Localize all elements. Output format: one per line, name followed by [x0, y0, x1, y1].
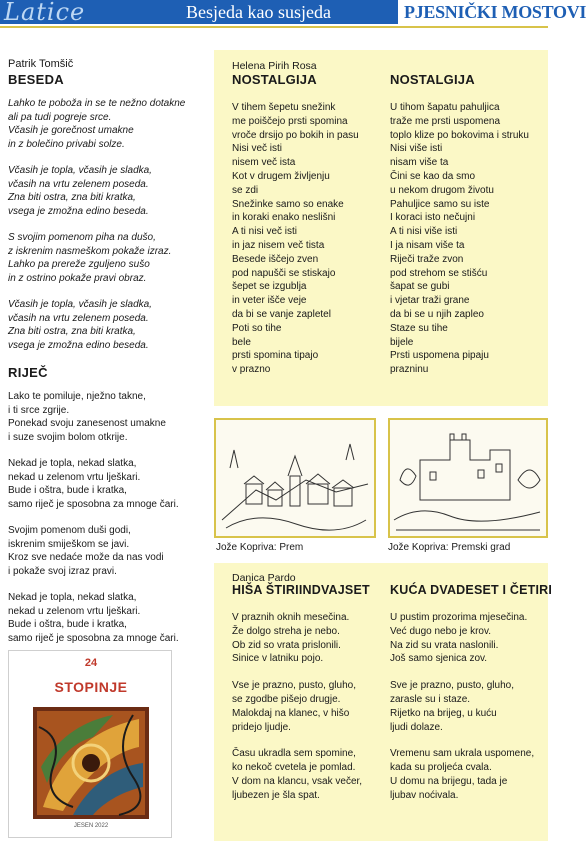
verse-line: Že dolgo streha je nebo.: [232, 625, 340, 637]
left-column: [8, 58, 204, 658]
verse-line: A ti nisi več isti: [232, 226, 298, 238]
verse-line: se zgodbe pišejo drugje.: [232, 693, 341, 705]
cover-date: JESEN 2022: [73, 823, 109, 829]
verse-line: zarasle su i staze.: [390, 693, 471, 705]
brand-logo: Latice: [4, 0, 86, 26]
stanza: [390, 679, 548, 734]
verse-line: i suze svojim bolom otkrije.: [8, 431, 128, 443]
poem-panel-bottom: [214, 563, 553, 841]
verse-line: Ob zid so vrata prislonili.: [232, 639, 341, 651]
poem-body-hisa: [232, 611, 390, 803]
verse-line: samo riječ je sposobna za mnoge čari.: [8, 498, 179, 510]
poem-title-kuca: KUĆA DVADESET I ČETIRI: [390, 583, 553, 597]
verse-line: Nekad je topla, nekad slatka,: [8, 458, 137, 469]
verse-line: Lahko pa prereže zguljeno sušo: [8, 259, 150, 270]
verse-line: iskrenim smiješkom se javi.: [8, 538, 130, 550]
verse-line: Na zid su vrata naslonili.: [390, 639, 499, 651]
verse-line: Prsti uspomena pipaju: [390, 350, 489, 362]
verse-line: da bi se vanje zapletel: [232, 308, 331, 320]
verse-line: Bude i oštra, bude i kratka,: [8, 619, 127, 630]
poem-title-beseda: BESEDA: [8, 72, 64, 87]
verse-line: Včasih je topla, včasih je sladka,: [8, 165, 152, 176]
verse-line: u nekom drugom životu: [390, 184, 494, 196]
verse-line: V tihem šepetu snežink: [232, 102, 336, 113]
verse-line: Svojim pomenom duši godi,: [8, 525, 131, 536]
stanza: [8, 298, 204, 352]
rubric-title: PJESNIČKI MOSTOVI: [404, 2, 586, 22]
caption-premski-grad: Jože Kopriva: Premski grad: [388, 542, 511, 553]
poem-title-hisa: HIŠA ŠTIRIINDVAJSET: [232, 583, 370, 597]
verse-line: Besede iščejo zven: [232, 253, 319, 265]
stanza: [8, 591, 204, 645]
verse-line: U pustim prozorima mjesečina.: [390, 612, 528, 623]
verse-line: Nisi več isti: [232, 143, 283, 155]
verse-line: Včasih je topla, včasih je sladka,: [8, 299, 152, 310]
verse-line: šapat se gubi: [390, 281, 450, 293]
verse-line: Malokdaj na klanec, v hišo: [232, 707, 350, 719]
header-bar: [0, 0, 586, 26]
poem-body-kuca: [390, 611, 548, 803]
drawing-prem: [214, 418, 376, 538]
verse-line: Kroz sve nedaće može da nas vodi: [8, 552, 164, 563]
verse-line: ljubav noćivala.: [390, 789, 459, 801]
verse-line: Zna biti ostra, zna biti kratka,: [8, 326, 136, 337]
verse-line: nisam više ta: [390, 157, 449, 169]
verse-line: Još samo sjenica zov.: [390, 653, 488, 665]
verse-line: ljudi dolaze.: [390, 721, 443, 733]
book-title: STOPINJE: [54, 679, 128, 695]
sketch-village: [216, 420, 374, 536]
poem-beseda: [8, 97, 204, 352]
book-cover: [8, 650, 172, 838]
header-divider: [0, 26, 548, 28]
verse-line: Sinice v latniku pojo.: [232, 653, 324, 665]
verse-line: pod strehom se stišću: [390, 267, 488, 279]
poem-title-nostalgija-hr: NOSTALGIJA: [390, 72, 475, 87]
verse-line: Nisi više isti: [390, 143, 443, 155]
verse-line: z iskrenim nasmeškom pokaže izraz.: [8, 245, 172, 257]
poem-title-rijec: RIJEČ: [8, 365, 48, 380]
brand-block: [0, 0, 180, 24]
verse-line: kada su proljeća cvala.: [390, 762, 492, 774]
stanza: [8, 457, 204, 511]
drawing-premski-grad: [388, 418, 548, 538]
poem-panel-top: [214, 50, 548, 406]
verse-line: včasih na vrtu zelenem poseda.: [8, 312, 149, 324]
verse-line: Već dugo nebo je krov.: [390, 625, 491, 637]
verse-line: včasih na vrtu zelenem poseda.: [8, 178, 149, 190]
author-name-helena: Helena Pirih Rosa: [232, 60, 317, 72]
verse-line: šepet se izgublja: [232, 281, 307, 293]
verse-line: prazninu: [390, 364, 429, 376]
verse-line: vsega je zmožna edino beseda.: [8, 339, 149, 351]
verse-line: S svojim pomenom piha na dušo,: [8, 232, 156, 243]
verse-line: Lahko te poboža in se te nežno dotakne: [8, 98, 186, 109]
verse-line: Bude i oštra, bude i kratka,: [8, 485, 127, 496]
verse-line: Snežinke samo so enake: [232, 198, 344, 210]
verse-line: da bi se u njih zapleo: [390, 308, 484, 320]
verse-line: nekad u zelenom vrtu lješkari.: [8, 605, 141, 617]
verse-line: V praznih oknih mesečina.: [232, 612, 350, 623]
verse-line: i pokaže svoj izraz pravi.: [8, 565, 117, 577]
stanza: [8, 524, 204, 578]
verse-line: Nekad je topla, nekad slatka,: [8, 592, 137, 603]
verse-line: Čini se kao da smo: [390, 170, 476, 182]
verse-line: Času ukradla sem spomine,: [232, 748, 356, 760]
issue-number: 24: [84, 657, 98, 669]
hisa-poem: [232, 583, 390, 816]
verse-line: ali pa tudi pogreje srce.: [8, 111, 112, 123]
kuca-poem: [390, 583, 553, 816]
verse-line: Zna biti ostra, zna biti kratka,: [8, 192, 136, 203]
verse-line: in jaz nisem več tista: [232, 239, 325, 251]
verse-line: Sve je prazno, pusto, gluho,: [390, 680, 514, 692]
poem-rijec: [8, 390, 204, 645]
verse-line: bijele: [390, 336, 414, 348]
verse-line: I koraci isto nečujni: [390, 212, 476, 224]
rubric-block: [398, 0, 586, 24]
verse-line: Vremenu sam ukrala uspomene,: [390, 748, 535, 760]
stanza: [232, 611, 390, 666]
verse-line: me poiščejo prsti spomina: [232, 115, 348, 127]
verse-line: Vse je prazno, pusto, gluho,: [232, 680, 356, 692]
verse-line: Riječi traže zvon: [390, 253, 464, 265]
poem-body-nostalgija-hr: [390, 101, 548, 377]
verse-line: U tihom šapatu pahuljica: [390, 102, 500, 113]
nostalgija-croatian: [390, 72, 548, 377]
verse-line: ko nekoč cvetela je pomlad.: [232, 762, 356, 774]
verse-line: prsti spomina tipajo: [232, 350, 319, 362]
verse-line: traže me prsti uspomena: [390, 115, 501, 127]
verse-line: i ti srce zgrije.: [8, 404, 70, 416]
author-name: Patrik Tomšič: [8, 58, 74, 70]
verse-line: U domu na brijegu, tada je: [390, 775, 508, 787]
section-block: [180, 0, 398, 24]
verse-line: A ti nisi više isti: [390, 226, 458, 238]
verse-line: in z ostrino pokaže pravi obraz.: [8, 272, 147, 284]
verse-line: Staze su tihe: [390, 322, 448, 334]
sketch-castle: [390, 420, 546, 536]
verse-line: toplo klize po bokovima i struku: [390, 129, 529, 141]
verse-line: se zdi: [232, 184, 259, 196]
verse-line: nekad u zelenom vrtu lješkari.: [8, 471, 141, 483]
stanza: [232, 747, 390, 802]
verse-line: Včasih je gorečnost umakne: [8, 125, 134, 136]
verse-line: Poti so tihe: [232, 322, 282, 334]
poem-body-nostalgija-sl: [232, 101, 390, 377]
poem-title-nostalgija-sl: NOSTALGIJA: [232, 72, 317, 87]
stanza: [8, 164, 204, 218]
verse-line: i vjetar traži grane: [390, 295, 470, 307]
stanza: [8, 390, 204, 444]
caption-prem: Jože Kopriva: Prem: [216, 542, 304, 553]
stanza: [390, 611, 548, 666]
stanza: [8, 97, 204, 151]
verse-line: Rijetko na brijeg, u kuću: [390, 707, 497, 719]
verse-line: Lako te pomiluje, nježno takne,: [8, 391, 146, 402]
verse-line: V dom na klancu, vsak večer,: [232, 775, 363, 787]
verse-line: nisem več ista: [232, 157, 296, 169]
verse-line: I ja nisam više ta: [390, 239, 465, 251]
verse-line: vroče drsijo po bokih in pasu: [232, 129, 359, 141]
verse-line: Ponekad svoju zanesenost umakne: [8, 418, 166, 429]
stanza: [8, 231, 204, 285]
verse-line: in veter išče veje: [232, 295, 307, 307]
cover-artwork: [33, 707, 149, 819]
nostalgija-slovene: [232, 72, 390, 377]
verse-line: Kot v drugem življenju: [232, 170, 330, 182]
verse-line: bele: [232, 336, 251, 348]
verse-line: in koraki enako neslišni: [232, 212, 336, 224]
verse-line: Pahuljice samo su iste: [390, 198, 490, 210]
author-name-danica: Danica Pardo: [232, 572, 296, 584]
verse-line: pod napušči se stiskajo: [232, 267, 336, 279]
stanza: [232, 679, 390, 734]
verse-line: v prazno: [232, 364, 271, 376]
verse-line: vsega je zmožna edino beseda.: [8, 205, 149, 217]
section-title: Besjeda kao susjeda: [186, 2, 331, 22]
verse-line: in z bolečino privabi solze.: [8, 138, 125, 150]
verse-line: samo riječ je sposobna za mnoge čari.: [8, 632, 179, 644]
verse-line: ljubezen je šla spat.: [232, 789, 320, 801]
verse-line: pridejo ljudje.: [232, 721, 291, 733]
stanza: [390, 747, 548, 802]
